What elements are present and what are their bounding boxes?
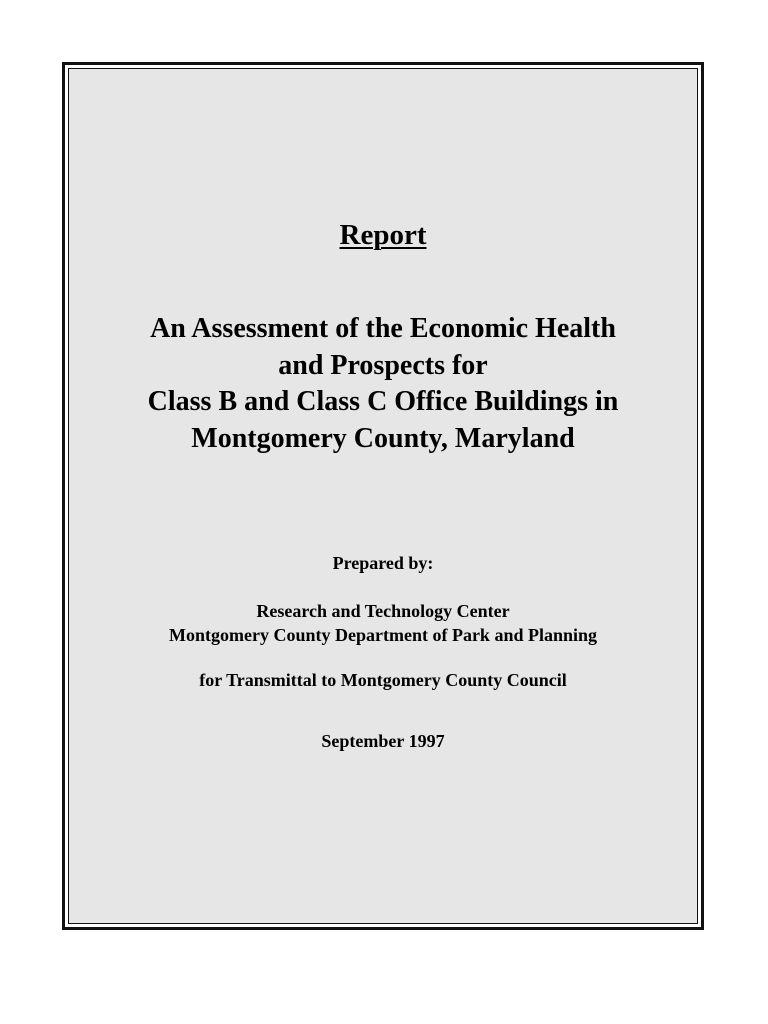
transmittal-note: for Transmittal to Montgomery County Council bbox=[199, 670, 567, 690]
title-line: Class B and Class C Office Buildings in bbox=[147, 386, 619, 417]
publication-date: September 1997 bbox=[321, 731, 445, 751]
title-line: and Prospects for bbox=[278, 349, 488, 381]
title-line: An Assessment of the Economic Health bbox=[150, 313, 616, 344]
report-title bbox=[69, 311, 697, 457]
organization-line: Research and Technology Center bbox=[256, 601, 510, 621]
preparing-organization bbox=[69, 599, 697, 647]
cover-panel bbox=[68, 68, 698, 924]
organization-line: Montgomery County Department of Park and Planning bbox=[169, 625, 597, 645]
document-type-heading: Report bbox=[339, 219, 427, 251]
title-line: Montgomery County, Maryland bbox=[191, 422, 575, 454]
prepared-by-label: Prepared by: bbox=[332, 553, 434, 573]
cover-border bbox=[62, 62, 704, 930]
